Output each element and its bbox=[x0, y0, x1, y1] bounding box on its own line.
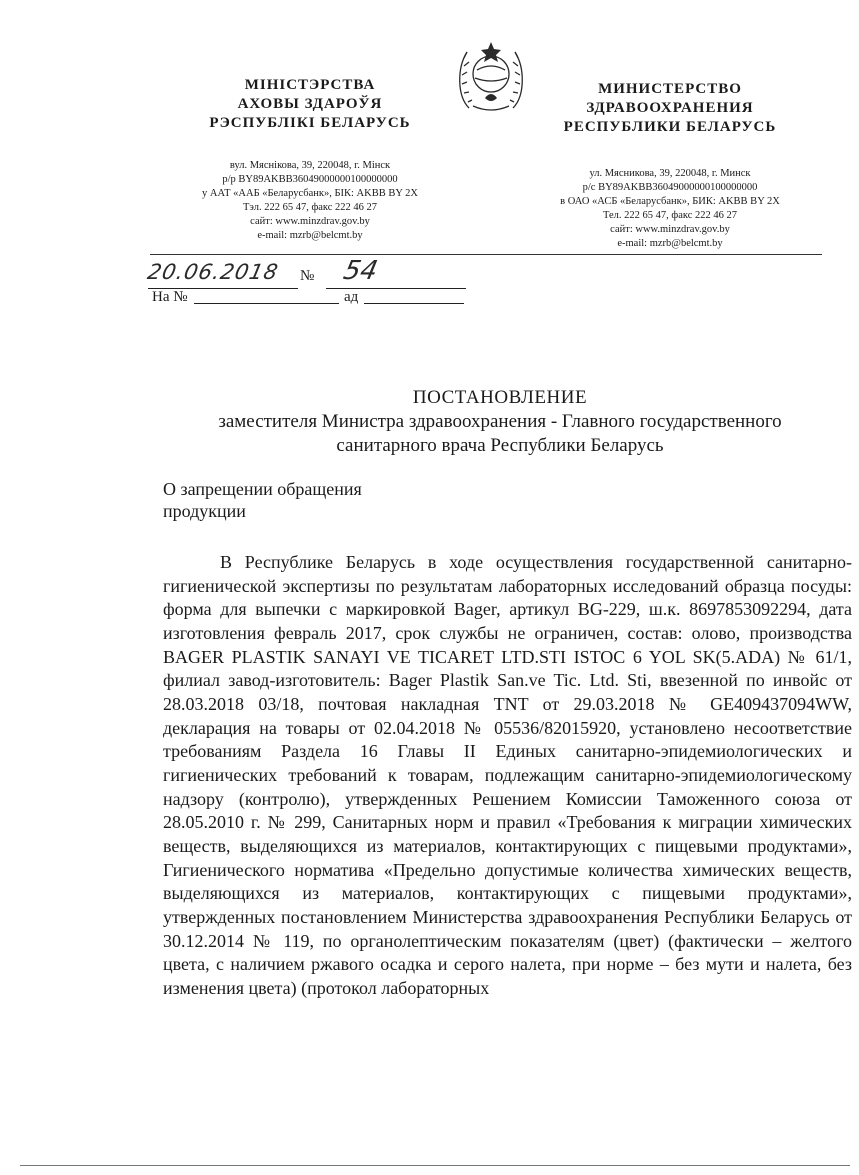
handwritten-number: 54 bbox=[340, 256, 381, 286]
document-subject bbox=[163, 478, 463, 522]
ministry-name-line: РЕСПУБЛИКИ БЕЛАРУСЬ bbox=[563, 119, 777, 135]
subject-line: О запрещении обращения bbox=[163, 479, 362, 499]
header-divider bbox=[150, 254, 822, 255]
page-bottom-edge bbox=[20, 1163, 850, 1166]
ministry-contacts-by bbox=[160, 159, 460, 243]
ministry-name-line: АХОВЫ ЗДАРОЎЯ bbox=[237, 96, 383, 112]
ministry-name-line: МІНІСТЭРСТВА bbox=[244, 77, 376, 93]
bank-line: в ОАО «АСБ «Беларусбанк», БИК: AKBB BY 2X bbox=[560, 196, 780, 207]
phone-line: Тел. 222 65 47, факс 222 46 27 bbox=[602, 210, 737, 221]
reference-row bbox=[152, 289, 472, 309]
registration-row bbox=[145, 256, 478, 292]
bank-account-line: р/с BY89AKBB36049000000100000000 bbox=[582, 182, 758, 193]
phone-line: Тэл. 222 65 47, факс 222 46 27 bbox=[242, 202, 378, 213]
reference-date-label: ад bbox=[344, 289, 359, 305]
ministry-name-line: ЗДРАВООХРАНЕНИЯ bbox=[586, 100, 754, 116]
ministry-header-ru bbox=[520, 80, 820, 251]
number-sign: № bbox=[300, 268, 315, 284]
issuer-line: заместителя Министра здравоохранения - Главного государственного bbox=[218, 411, 782, 432]
ministry-name-line: РЭСПУБЛІКІ БЕЛАРУСЬ bbox=[209, 115, 411, 131]
ministry-name-ru bbox=[520, 80, 820, 137]
ministry-name-line: МИНИСТЕРСТВО bbox=[598, 81, 742, 97]
document-type: ПОСТАНОВЛЕНИЕ bbox=[412, 387, 588, 408]
website-line: сайт: www.minzdrav.gov.by bbox=[250, 216, 370, 227]
website-line: сайт: www.minzdrav.gov.by bbox=[610, 224, 730, 235]
ministry-header-by bbox=[160, 76, 460, 243]
reference-date-underline bbox=[364, 303, 464, 304]
document-title-block bbox=[150, 386, 850, 458]
bank-line: у ААТ «ААБ «Беларусбанк», БІК: AKBB BY 2X bbox=[202, 188, 418, 199]
ministry-contacts-ru bbox=[520, 167, 820, 251]
state-emblem-icon bbox=[455, 38, 527, 116]
email-line: e-mail: mzrb@belcmt.by bbox=[617, 238, 723, 249]
address-line: вул. Мяснікова, 39, 220048, г. Мінск bbox=[229, 160, 391, 171]
handwritten-date: 20.06.2018 bbox=[145, 260, 281, 284]
subject-line: продукции bbox=[163, 501, 246, 521]
issuer-line: санитарного врача Республики Беларусь bbox=[336, 435, 664, 456]
email-line: e-mail: mzrb@belcmt.by bbox=[257, 230, 363, 241]
document-body: В Республике Беларусь в ходе осуществления государственной санитарно-гигиенической экспертизы по результатам лабораторных исследований образца посуды: форма для выпечки с маркировкой Bager, артикул BG-229, ш.к. 8697853092294, дата изготовления февраль 2017, срок службы не ограничен, состав: олово, производства BAGER PLASTIK SANAYI VE TICARET LTD.STI ISTOC 6 YOL SK(5.ADA) № 61/1, филиал завод-изготовитель: Bager Plastik San.ve Tic. Ltd. Sti, ввезенной по инвойс от 28.03.2018 03/18, почтовая накладная TNT от 29.03.2018 № GE409437094WW, декларация на товары от 02.04.2018 № 05536/82015920, установлено несоответствие требованиям Раздела 16 Главы II Единых санитарно-эпидемиологических и гигиенических требований к товарам, подлежащим санитарно-эпидемиологическому надзору (контролю), утвержденных Решением Комиссии Таможенного союза от 28.05.2010 г. № 299, Санитарных норм и правил «Требования к миграции химических веществ, выделяющихся из материалов, контактирующих с пищевыми продуктами», Гигиенического норматива «Предельно допустимые количества химических веществ, выделяющихся из материалов, контактирующих с пищевыми продуктами», утвержденных постановлением Министерства здравоохранения Республики Беларусь от 30.12.2014 № 119, по органолептическим показателям (цвет) (фактически – желтого цвета, с наличием ржавого осадка и серого налета, при норме – без мути и налета, без изменения цвета) (протокол лабораторных bbox=[163, 552, 852, 998]
reference-number-underline bbox=[194, 303, 339, 304]
address-line: ул. Мясникова, 39, 220048, г. Минск bbox=[589, 168, 751, 179]
reference-number-label: На № bbox=[152, 289, 188, 305]
bank-account-line: р/р BY89AKBB36049000000100000000 bbox=[222, 174, 398, 185]
ministry-name-by bbox=[160, 76, 460, 133]
